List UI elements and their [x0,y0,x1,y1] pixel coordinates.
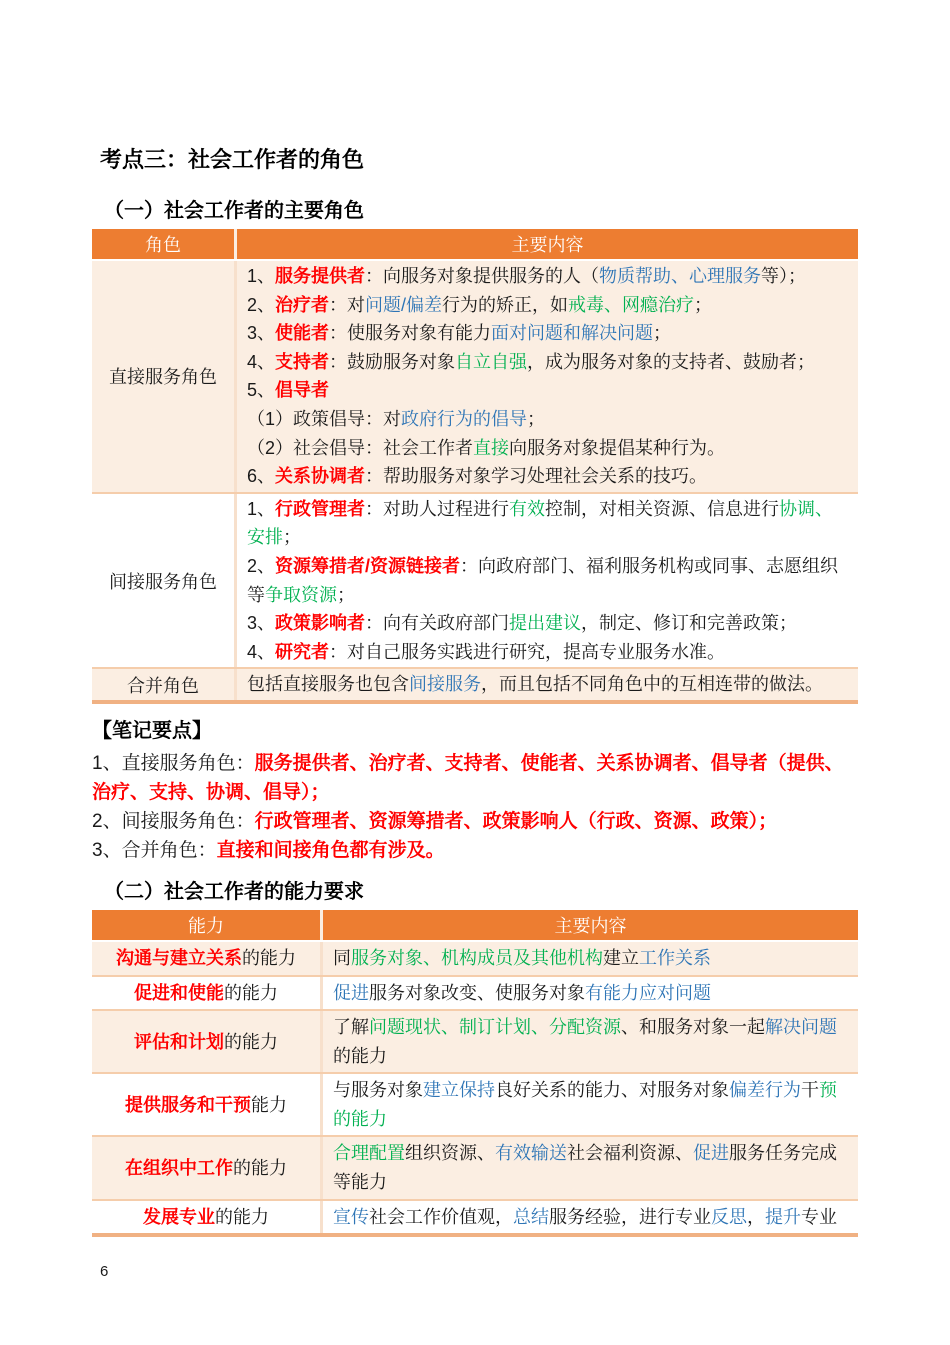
text-segment: 1、 [247,266,276,286]
highlight-red: 治疗者 [275,294,330,315]
text-segment: 能力 [251,1094,287,1115]
highlight-blue: 工作关系 [639,947,711,968]
ability-cell [92,1137,323,1198]
content-line [247,638,848,667]
ability-label [134,980,278,1006]
content-line [247,609,848,638]
highlight-blue: 有能力应对问题 [585,982,711,1003]
text-segment: 建立 [603,947,639,968]
abilities-table-header-ability: 能力 [92,910,323,940]
text-segment: 服务经验，进行专业 [549,1206,711,1227]
highlight-blue: 总结 [513,1206,549,1227]
text-segment: ：向政府部门、福利服务机构或同事、志愿组织等 [247,555,839,605]
highlight-red: 使能者 [275,323,330,344]
text-segment: 2、 [247,294,276,315]
text-segment: 与服务对象 [333,1080,423,1101]
content-line [333,979,848,1008]
text-segment: ，而且包括不同角色中的互相连带的做法。 [481,674,823,695]
text-segment: 1、直接服务角色： [92,752,255,774]
role-content-cell [237,669,858,700]
highlight-blue: 宣传 [333,1206,369,1227]
text-segment: 社会工作价值观， [369,1206,513,1227]
text-segment: 控制，对相关资源、信息进行 [545,498,780,519]
highlight-green: 有效 [509,498,546,519]
ability-cell [92,1074,323,1135]
roles-table-header-row [92,229,858,261]
highlight-red: 支持者 [275,351,330,372]
highlight-blue: 建立保持 [423,1080,495,1101]
highlight-green: 问题现状、制订计划、分配资源 [369,1017,621,1038]
content-line [247,670,848,699]
text-segment: 3、合并角色： [92,839,217,861]
content-line [333,1076,848,1133]
highlight-blue: 间接服务 [409,674,481,695]
text-segment: ，成为服务对象的支持者、鼓励者； [527,351,816,372]
ability-cell [92,1201,323,1234]
text-segment: 3、 [247,323,276,344]
ability-content-cell [323,1011,858,1072]
text-segment: ：鼓励服务对象 [329,351,456,372]
ability-cell [92,977,323,1010]
highlight-red: 服务提供者 [275,266,366,286]
highlight-red: 政策影响者 [275,613,366,634]
text-segment: ； [694,294,713,315]
highlight-blue: 促进 [333,982,369,1003]
text-segment: 了解 [333,1017,369,1038]
content-line [247,348,848,377]
notes-list [92,749,858,865]
highlight-red: 促进和使能 [134,982,224,1003]
highlight-blue: 政府行为的倡导 [401,408,528,429]
content-line [247,262,848,291]
content-line [333,1203,848,1232]
text-segment: 良好关系的能力、对服务对象 [495,1080,729,1101]
abilities-table-row [92,975,858,1010]
text-segment: 的能力 [233,1158,287,1179]
content-line [333,944,848,973]
text-segment: 的能力 [224,982,278,1003]
highlight-green: 合理配置 [333,1143,405,1164]
abilities-table-body [92,942,858,1233]
role-content-cell [237,261,858,492]
page-content [92,0,858,1280]
content-line [247,291,848,320]
ability-label [116,945,296,971]
content-line [247,319,848,348]
ability-content-cell [323,1137,858,1198]
abilities-table-row [92,1135,858,1198]
highlight-blue: 面对问题和解决问题 [491,323,654,344]
role-content-cell [237,494,858,668]
highlight-red: 研究者 [275,641,330,662]
highlight-red: 关系协调者 [275,466,366,487]
note-item [92,749,858,807]
highlight-green: 戒毒、网瘾治疗 [568,294,695,315]
notes-heading: 【笔记要点】 [92,719,212,742]
text-segment: 的能力 [224,1031,278,1052]
highlight-red: 倡导者 [275,380,330,401]
abilities-table-row [92,942,858,975]
ability-label [125,1092,287,1118]
highlight-red: 在组织中工作 [125,1158,233,1179]
text-segment: 的能力 [215,1206,269,1227]
text-segment: 服务任务完成等能力 [333,1143,837,1193]
note-item [92,807,858,836]
text-segment: （1）政策倡导：对 [247,408,402,429]
roles-table-row [92,261,858,492]
section2-heading: （二）社会工作者的能力要求 [104,880,364,903]
content-line [247,552,848,609]
content-line [247,462,848,491]
text-segment: ； [337,584,355,605]
content-line [247,405,848,434]
highlight-green: 提出建议 [509,613,582,634]
text-segment: ：对自己服务实践进行研究，提高专业服务水准。 [329,641,726,662]
abilities-table-row [92,1072,858,1135]
text-segment: 社会福利资源、 [567,1143,693,1164]
text-segment: 的能力 [333,1045,387,1066]
page-number: 6 [100,1263,109,1281]
content-line [247,376,848,405]
abilities-table-row [92,1009,858,1072]
note-item [92,836,858,865]
ability-label [143,1204,269,1230]
abilities-table-header-content: 主要内容 [554,915,627,936]
highlight-green: 争取资源 [265,584,337,605]
text-segment: 2、间接服务角色： [92,810,255,832]
text-segment: 包括直接服务也包含 [247,674,409,695]
abilities-table-header-row [92,910,858,942]
ability-content-cell [323,942,858,975]
text-segment: 的能力 [242,948,296,969]
ability-cell [92,1011,323,1072]
highlight-red: 提供服务和干预 [125,1094,251,1115]
highlight-green: 协调、安排 [247,498,834,548]
highlight-blue: 促进 [693,1143,729,1164]
role-cell: 合并角色 [92,669,237,700]
highlight-blue: 解决问题 [765,1017,837,1038]
highlight-red: 发展专业 [143,1206,215,1227]
page-title: 考点三：社会工作者的角色 [100,147,365,172]
highlight-red: 评估和计划 [134,1031,224,1052]
roles-table-body [92,261,858,700]
ability-label [125,1155,287,1181]
text-segment: 专业 [801,1206,837,1227]
text-segment: ； [527,408,546,429]
abilities-table-row [92,1199,858,1234]
highlight-blue: 物质帮助、心理服务 [599,266,762,286]
ability-content-cell [323,1201,858,1234]
text-segment: 2、 [247,555,276,576]
text-segment: 行为的矫正，如 [442,294,569,315]
content-line [247,434,848,463]
highlight-green: 自立自强 [455,351,528,372]
text-segment: 干 [801,1080,819,1101]
ability-cell [92,942,323,975]
section1-heading: （一）社会工作者的主要角色 [104,200,364,222]
roles-table-header-content: 主要内容 [511,235,584,255]
text-segment: ：使服务对象有能力 [329,323,492,344]
text-segment: 4、 [247,351,276,372]
roles-table [92,229,858,704]
ability-content-cell [323,977,858,1010]
text-segment: ：向服务对象提供服务的人（ [365,266,600,286]
highlight-blue: 有效输送 [495,1143,567,1164]
text-segment: ：向有关政府部门 [365,613,510,634]
text-segment: 同 [333,947,351,968]
text-segment: ，制定、修订和完善政策； [581,613,798,634]
text-segment: 组织资源、 [405,1143,495,1164]
text-segment: 服务对象改变、使服务对象 [369,982,585,1003]
ability-content-cell [323,1074,858,1135]
text-segment: ， [747,1206,765,1227]
text-segment: ； [283,527,301,548]
highlight-red: 沟通与建立关系 [116,948,242,969]
text-segment: ：对 [329,294,366,315]
highlight-green: 直接 [473,437,510,458]
highlight-blue: 偏差行为 [729,1080,801,1101]
text-segment: ：帮助服务对象学习处理社会关系的技巧。 [365,466,708,487]
text-segment: 、和服务对象一起 [621,1017,765,1038]
highlight-red: 行政管理者、资源筹措者、政策影响人（行政、资源、政策）； [254,810,778,832]
highlight-red: 资源筹措者/资源链接者 [275,555,461,576]
content-line [333,1013,848,1070]
highlight-blue: 问题/偏差 [365,294,443,315]
highlight-red: 行政管理者 [275,498,366,519]
role-cell: 间接服务角色 [92,494,237,668]
text-segment: （2）社会倡导：社会工作者 [247,437,474,458]
abilities-table [92,910,858,1237]
text-segment: 等）； [761,266,807,286]
roles-table-row [92,667,858,700]
text-segment: 3、 [247,613,276,634]
highlight-red: 服务提供者、治疗者、支持者、使能者、关系协调者、倡导者（提供、治疗、支持、协调、倡导）； [92,752,844,803]
text-segment: 6、 [247,466,276,487]
highlight-blue: 反思 [711,1206,747,1227]
text-segment: 向服务对象提倡某种行为。 [509,437,726,458]
role-cell: 直接服务角色 [92,261,237,492]
roles-table-header-role: 角色 [92,229,237,259]
content-line [333,1139,848,1196]
highlight-green: 预的能力 [333,1080,837,1129]
text-segment: 1、 [247,498,276,519]
text-segment: 4、 [247,641,276,662]
highlight-green: 服务对象、机构成员及其他机构 [351,947,603,968]
text-segment: ：对助人过程进行 [365,498,510,519]
text-segment: 5、 [247,380,276,401]
ability-label [134,1029,278,1055]
highlight-red: 直接和间接角色都有涉及。 [216,839,445,861]
text-segment: ； [653,323,672,344]
highlight-blue: 提升 [765,1206,801,1227]
roles-table-row [92,492,858,668]
content-line [247,495,848,552]
